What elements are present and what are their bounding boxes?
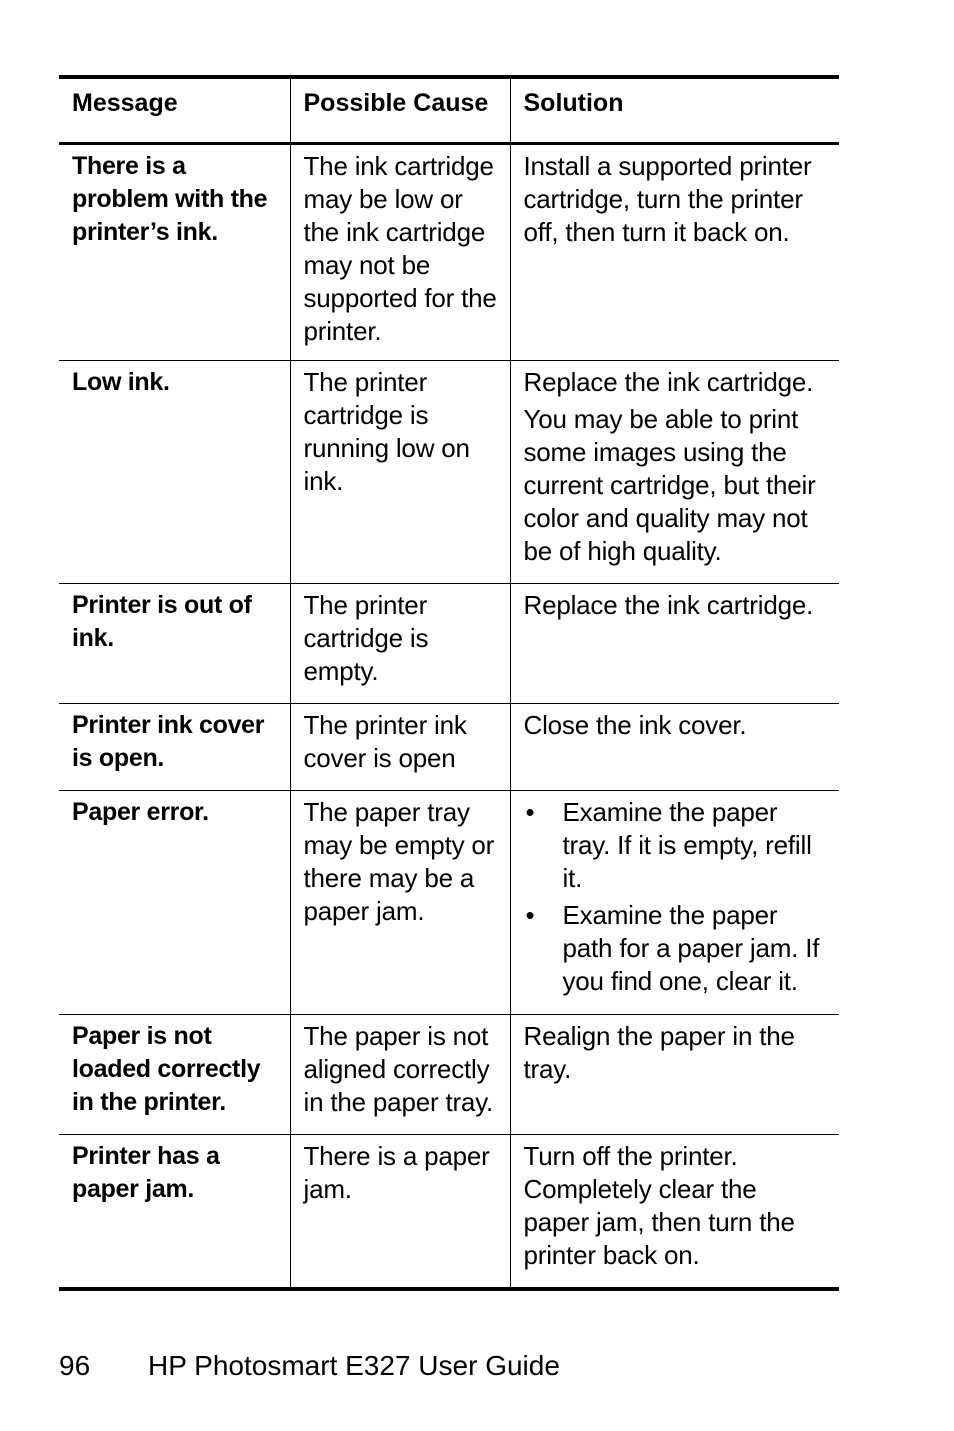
document-title: HP Photosmart E327 User Guide bbox=[148, 1350, 560, 1381]
solution-cell bbox=[510, 1015, 839, 1135]
message-cell: Paper is not loaded correctly in the printer. bbox=[59, 1015, 290, 1135]
table-row bbox=[59, 1015, 839, 1135]
cause-cell: There is a paper jam. bbox=[290, 1135, 510, 1290]
message-cell: Printer is out of ink. bbox=[59, 584, 290, 704]
solution-text: Install a supported printer cartridge, turn the printer off, then turn it back on. bbox=[523, 151, 812, 247]
table-row bbox=[59, 361, 839, 584]
table-row bbox=[59, 584, 839, 704]
table-row bbox=[59, 704, 839, 791]
cause-cell: The printer cartridge is running low on ink. bbox=[290, 361, 510, 584]
cause-cell: The printer ink cover is open bbox=[290, 704, 510, 791]
solution-cell bbox=[510, 361, 839, 584]
message-cell: Paper error. bbox=[59, 791, 290, 1015]
message-cell: Printer has a paper jam. bbox=[72, 1142, 220, 1203]
solution-cell bbox=[510, 144, 839, 361]
cause-cell: The paper tray may be empty or there may be a paper jam. bbox=[290, 791, 510, 1015]
message-cell: Low ink. bbox=[59, 361, 290, 584]
error-message-table bbox=[59, 75, 839, 1291]
solution-bullet-text: Examine the paper path for a paper jam. If you find one, clear it. bbox=[562, 900, 820, 996]
error-message-table-container bbox=[59, 75, 839, 1291]
solution-text: Replace the ink cartridge. bbox=[523, 590, 814, 620]
table-row bbox=[59, 791, 839, 1015]
cause-cell: The paper is not aligned correctly in the paper tray. bbox=[290, 1015, 510, 1135]
table-row bbox=[59, 1135, 839, 1290]
solution-text: Turn off the printer. Completely clear the paper jam, then turn the printer back on. bbox=[523, 1141, 795, 1270]
header-message: Message bbox=[59, 77, 290, 144]
solution-bullet-text: Examine the paper tray. If it is empty, refill it. bbox=[562, 797, 812, 893]
solution-cell bbox=[510, 584, 839, 704]
page-footer bbox=[59, 1348, 560, 1384]
header-solution: Solution bbox=[510, 77, 839, 144]
solution-cell bbox=[510, 704, 839, 791]
solution-cell bbox=[510, 1135, 839, 1290]
cause-cell: The printer cartridge is empty. bbox=[290, 584, 510, 704]
header-possible-cause: Possible Cause bbox=[290, 77, 510, 144]
solution-cell bbox=[510, 791, 839, 1015]
solution-text: You may be able to print some images using the current cartridge, but their color and quality may not be of high quality. bbox=[523, 404, 816, 566]
solution-text: Close the ink cover. bbox=[523, 710, 747, 740]
message-cell: Printer ink cover is open. bbox=[59, 704, 290, 791]
solution-text: Replace the ink cartridge. bbox=[523, 367, 814, 397]
cause-cell: The ink cartridge may be low or the ink cartridge may not be supported for the printer. bbox=[290, 144, 510, 361]
message-cell: There is a problem with the printer’s ink. bbox=[59, 144, 290, 361]
solution-bullet-item bbox=[524, 899, 830, 998]
solution-bullet-list bbox=[524, 796, 830, 998]
bullet-icon: • bbox=[525, 900, 535, 930]
solution-bullet-item bbox=[524, 796, 830, 895]
solution-text: Realign the paper in the tray. bbox=[523, 1021, 795, 1084]
table-header-row bbox=[59, 77, 839, 144]
bullet-icon: • bbox=[525, 797, 535, 827]
page-number: 96 bbox=[59, 1350, 91, 1381]
table-row bbox=[59, 144, 839, 361]
